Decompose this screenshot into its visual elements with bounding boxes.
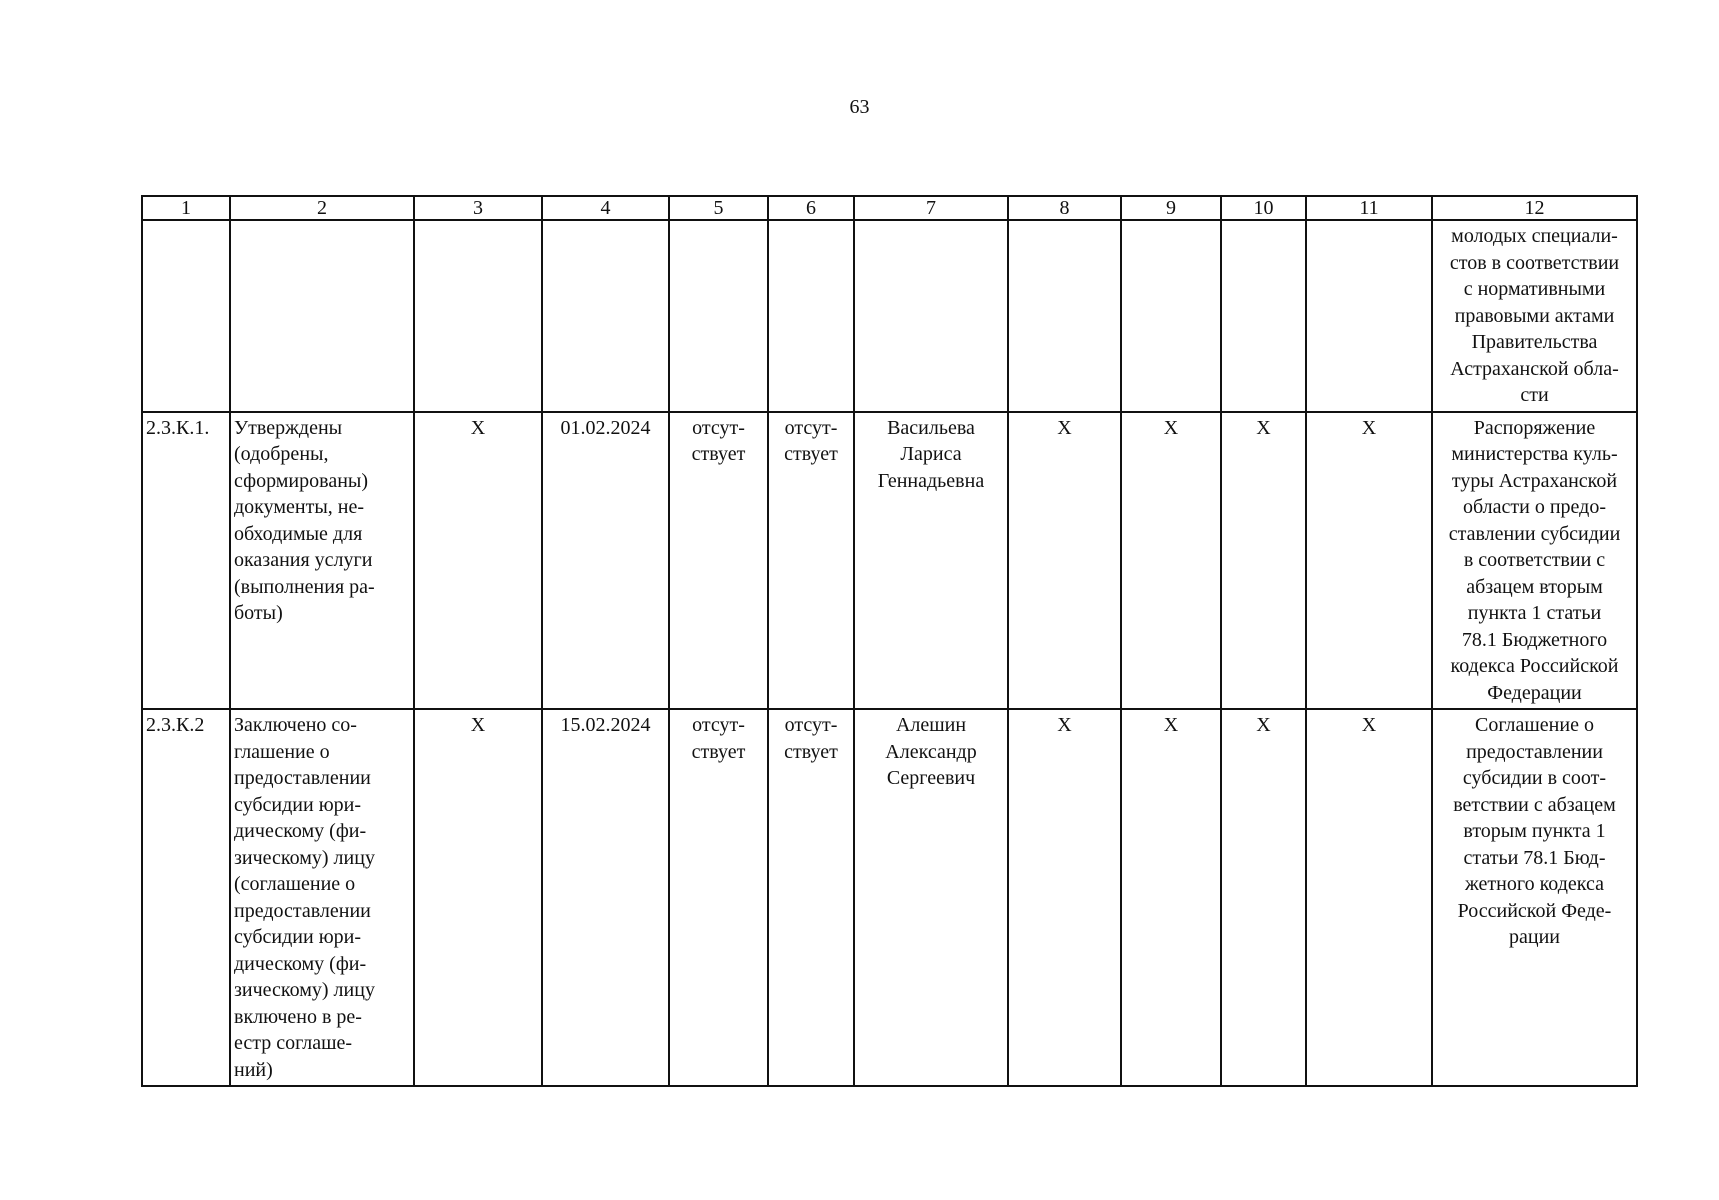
column-header-6: 6 — [768, 196, 854, 220]
cell-document: молодых специали- стов в соответствии с нормативными правовыми актами Правительства Астраханской обла- сти — [1432, 220, 1637, 412]
cell-date: 15.02.2024 — [542, 709, 669, 1086]
table-row — [142, 709, 1637, 1086]
cell-col3: X — [414, 709, 542, 1086]
cell-col6 — [768, 220, 854, 412]
table-row — [142, 220, 1637, 412]
cell-event: Заключено со- глашение о предоставлении субсидии юри- дическому (фи- зическому) лицу (соглашение о предоставлении субсидии юри- дическому (фи- зическому) лицу включено в ре- естр соглаше- ний) — [230, 709, 414, 1086]
plan-table — [141, 195, 1638, 1087]
cell-responsible — [854, 220, 1008, 412]
column-header-2: 2 — [230, 196, 414, 220]
cell-col10: X — [1221, 709, 1306, 1086]
column-header-5: 5 — [669, 196, 768, 220]
cell-col5 — [669, 220, 768, 412]
page-number: 63 — [849, 96, 870, 118]
column-header-1: 1 — [142, 196, 230, 220]
cell-col6: отсут- ствует — [768, 709, 854, 1086]
column-header-4: 4 — [542, 196, 669, 220]
column-header-7: 7 — [854, 196, 1008, 220]
cell-col8: X — [1008, 412, 1121, 710]
cell-document: Соглашение о предоставлении субсидии в соот- ветствии с абзацем вторым пункта 1 статьи 78.1 Бюд- жетного кодекса Российской Феде- рации — [1432, 709, 1637, 1086]
column-header-3: 3 — [414, 196, 542, 220]
table-row — [142, 412, 1637, 710]
cell-col11: X — [1306, 412, 1432, 710]
cell-col8: X — [1008, 709, 1121, 1086]
cell-date: 01.02.2024 — [542, 412, 669, 710]
cell-date — [542, 220, 669, 412]
cell-col11 — [1306, 220, 1432, 412]
cell-col10: X — [1221, 412, 1306, 710]
cell-col9 — [1121, 220, 1221, 412]
cell-col3: X — [414, 412, 542, 710]
cell-col8 — [1008, 220, 1121, 412]
column-header-11: 11 — [1306, 196, 1432, 220]
cell-col11: X — [1306, 709, 1432, 1086]
cell-number: 2.3.К.1. — [142, 412, 230, 710]
column-header-12: 12 — [1432, 196, 1637, 220]
column-header-10: 10 — [1221, 196, 1306, 220]
cell-event: Утверждены (одобрены, сформированы) документы, не- обходимые для оказания услуги (выполнения ра- боты) — [230, 412, 414, 710]
cell-col9: X — [1121, 709, 1221, 1086]
header-row — [142, 196, 1637, 220]
column-header-8: 8 — [1008, 196, 1121, 220]
cell-event — [230, 220, 414, 412]
cell-responsible: Алешин Александр Сергеевич — [854, 709, 1008, 1086]
column-header-9: 9 — [1121, 196, 1221, 220]
cell-col10 — [1221, 220, 1306, 412]
cell-document: Распоряжение министерства куль- туры Астраханской области о предо- ставлении субсидии в соответствии с абзацем вторым пункта 1 статьи 78.1 Бюджетного кодекса Российской Федерации — [1432, 412, 1637, 710]
cell-col6: отсут- ствует — [768, 412, 854, 710]
cell-col5: отсут- ствует — [669, 412, 768, 710]
cell-responsible: Васильева Лариса Геннадьевна — [854, 412, 1008, 710]
cell-col9: X — [1121, 412, 1221, 710]
cell-number: 2.3.К.2 — [142, 709, 230, 1086]
cell-col3 — [414, 220, 542, 412]
cell-col5: отсут- ствует — [669, 709, 768, 1086]
cell-number — [142, 220, 230, 412]
